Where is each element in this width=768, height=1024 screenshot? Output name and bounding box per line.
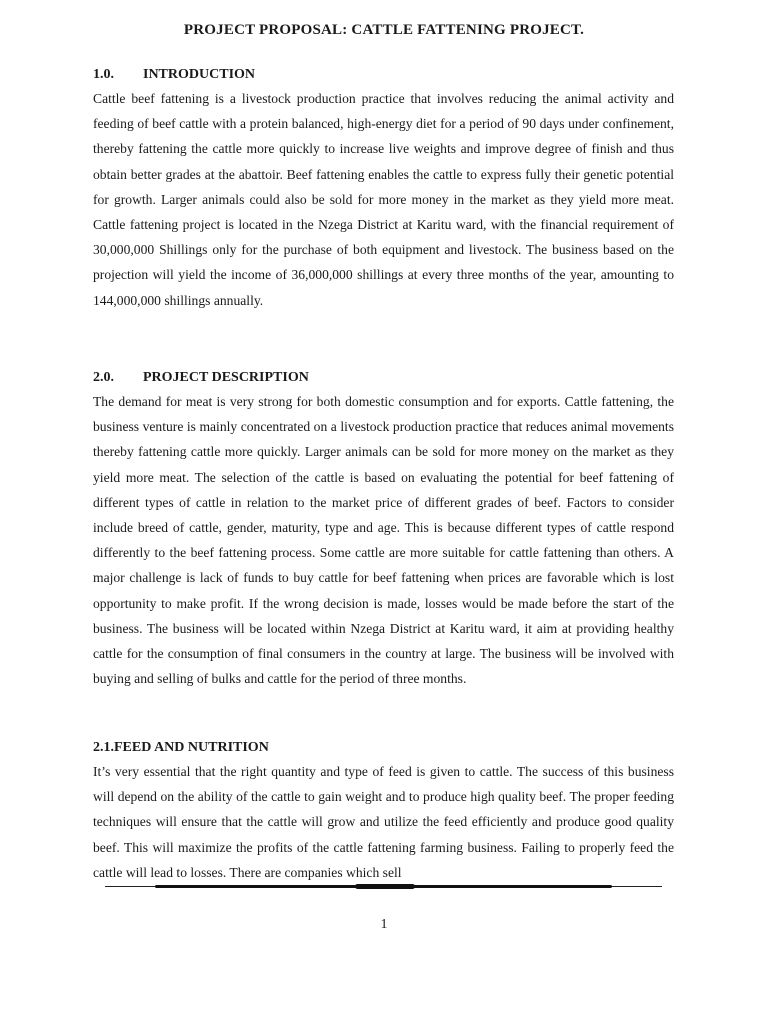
section-heading xyxy=(93,367,674,389)
section-number: 2.1. xyxy=(93,740,114,755)
section-heading xyxy=(93,64,674,86)
section-title: PROJECT DESCRIPTION xyxy=(143,370,309,385)
section-paragraph: It’s very essential that the right quantity and type of feed is given to cattle. The success of this business will depend on the ability of the cattle to gain weight and to produce high quality beef. The proper feeding techniques will ensure that the cattle will grow and utilize the feed efficiently and produce good quality beef. This will maximize the profits of the cattle fattening farming business. Failing to properly feed the cattle will lead to losses. There are companies which sell xyxy=(93,764,674,880)
section-number: 2.0. xyxy=(93,370,114,385)
section-feed-and-nutrition xyxy=(93,737,674,885)
footer-divider xyxy=(105,884,662,892)
section-title: INTRODUCTION xyxy=(143,67,256,82)
section-project-description xyxy=(93,367,674,691)
section-paragraph: The demand for meat is very strong for both domestic consumption and for exports. Cattle fattening, the business venture is mainly concentrated on a livestock production practice that reduces animal movements thereby fattening cattle more quickly. Larger animals can be sold for more money on the market as they yield more meat. The selection of the cattle is based on evaluating the potential for beef fattening of different types of cattle in relation to the market price of different grades of beef. Factors to consider include breed of cattle, gender, maturity, type and age. This is because different types of cattle respond differently to the beef fattening process. Some cattle are more suitable for cattle fattening than others. A major challenge is lack of funds to buy cattle for beef fattening when prices are favorable which is lost opportunity to make profit. If the wrong decision is made, losses would be made before the start of the business. The business will be located within Nzega District at Karitu ward, it aim at providing healthy cattle for the consumption of final consumers in the country at large. The business will be involved with buying and selling of bulks and cattle for the period of three months. xyxy=(93,394,674,687)
page-title: PROJECT PROPOSAL: CATTLE FATTENING PROJECT. xyxy=(183,22,585,38)
page-number: 1 xyxy=(380,917,388,932)
section-heading xyxy=(93,737,674,759)
section-title: FEED AND NUTRITION xyxy=(114,740,269,755)
section-introduction xyxy=(93,64,674,313)
section-paragraph: Cattle beef fattening is a livestock production practice that involves reducing the animal activity and feeding of beef cattle with a protein balanced, high-energy diet for a period of 90 days under confinement, thereby fattening the cattle more quickly to increase live weights and improve degree of finish and thus obtain better grades at the abattoir. Beef fattening enables the cattle to express fully their genetic potential for growth. Larger animals could also be sold for more money in the market as they yield more meat. Cattle fattening project is located in the Nzega District at Karitu ward, with the financial requirement of 30,000,000 Shillings only for the purchase of both equipment and livestock. The business based on the projection will yield the income of 36,000,000 shillings at every three months of the year, amounting to 144,000,000 shillings annually. xyxy=(93,91,674,308)
section-number: 1.0. xyxy=(93,67,114,82)
